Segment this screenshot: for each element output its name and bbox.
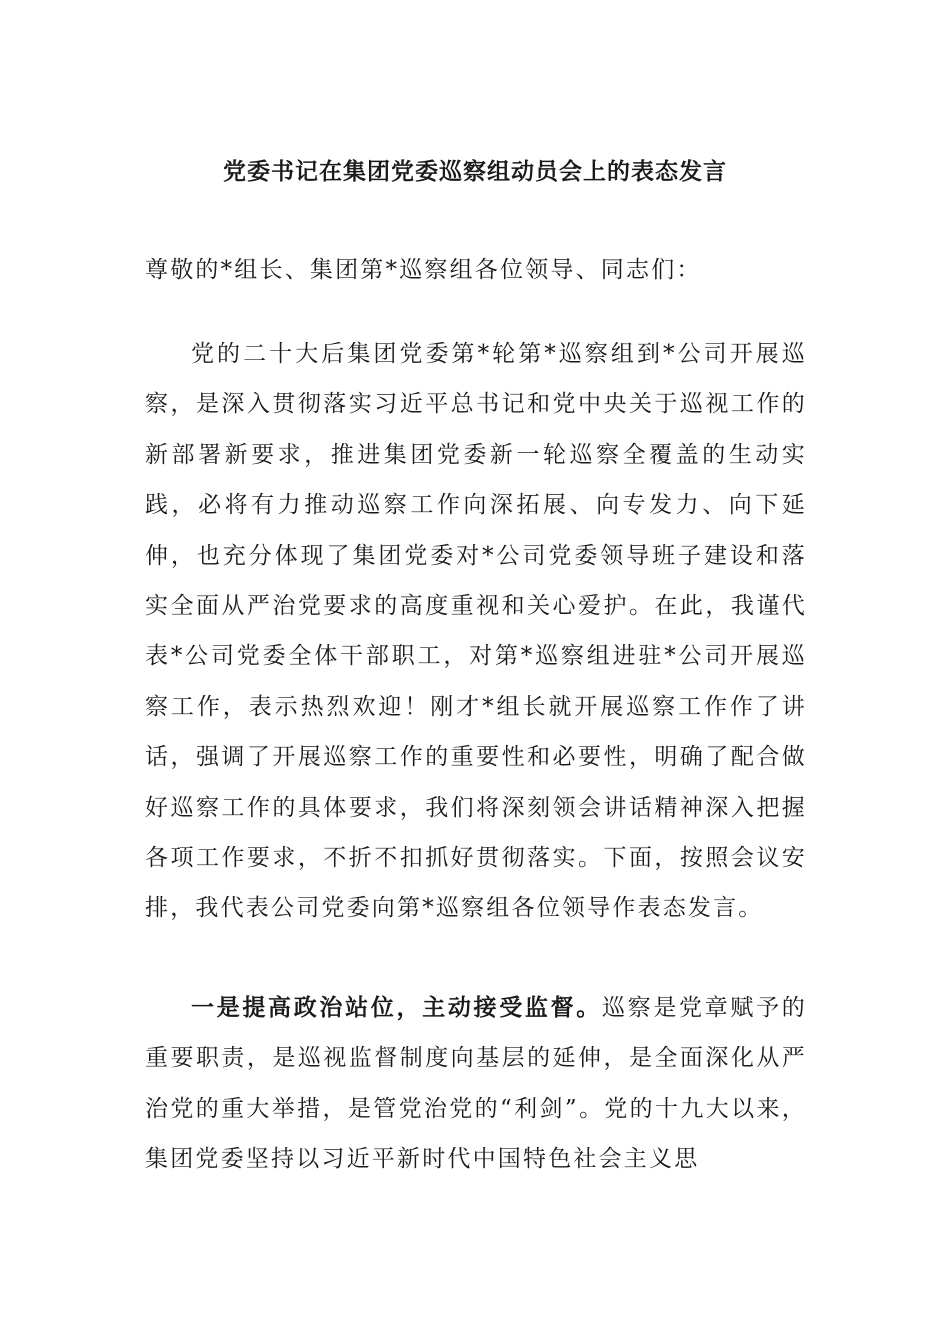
paragraph-intro-text: 党的二十大后集团党委第*轮第*巡察组到*公司开展巡察，是深入贯彻落实习近平总书记和党中央关于巡视工作的新部署新要求，推进集团党委新一轮巡察全覆盖的生动实践，必将有力推动巡察工作向深拓展、向专发力、向下延伸，也充分体现了集团党委对*公司党委领导班子建设和落实全面从严治党要求的高度重视和关心爱护。在此，我谨代表*公司党委全体干部职工，对第*巡察组进驻*公司开展巡察工作，表示热烈欢迎！刚才*组长就开展巡察工作作了讲话，强调了开展巡察工作的重要性和必要性，明确了配合做好巡察工作的具体要求，我们将深刻领会讲话精神深入把握各项工作要求，不折不扣抓好贯彻落实。下面，按照会议安排，我代表公司党委向第*巡察组各位领导作表态发言。 (145, 341, 807, 922)
paragraph-intro (145, 329, 807, 934)
paragraph-point-one (145, 983, 807, 1185)
salutation: 尊敬的*组长、集团第*巡察组各位领导、同志们： (145, 257, 702, 283)
document-title: 党委书记在集团党委巡察组动员会上的表态发言 (223, 158, 727, 185)
paragraph-point-one-heading: 一是提高政治站位，主动接受监督。 (191, 994, 602, 1021)
paragraph-point-one-text: 巡察是党章赋予的重要职责，是巡视监督制度向基层的延伸，是全面深化从严治党的重大举措，是管党治党的“利剑”。党的十九大以来，集团党委坚持以习近平新时代中国特色社会主义思 (145, 995, 807, 1173)
